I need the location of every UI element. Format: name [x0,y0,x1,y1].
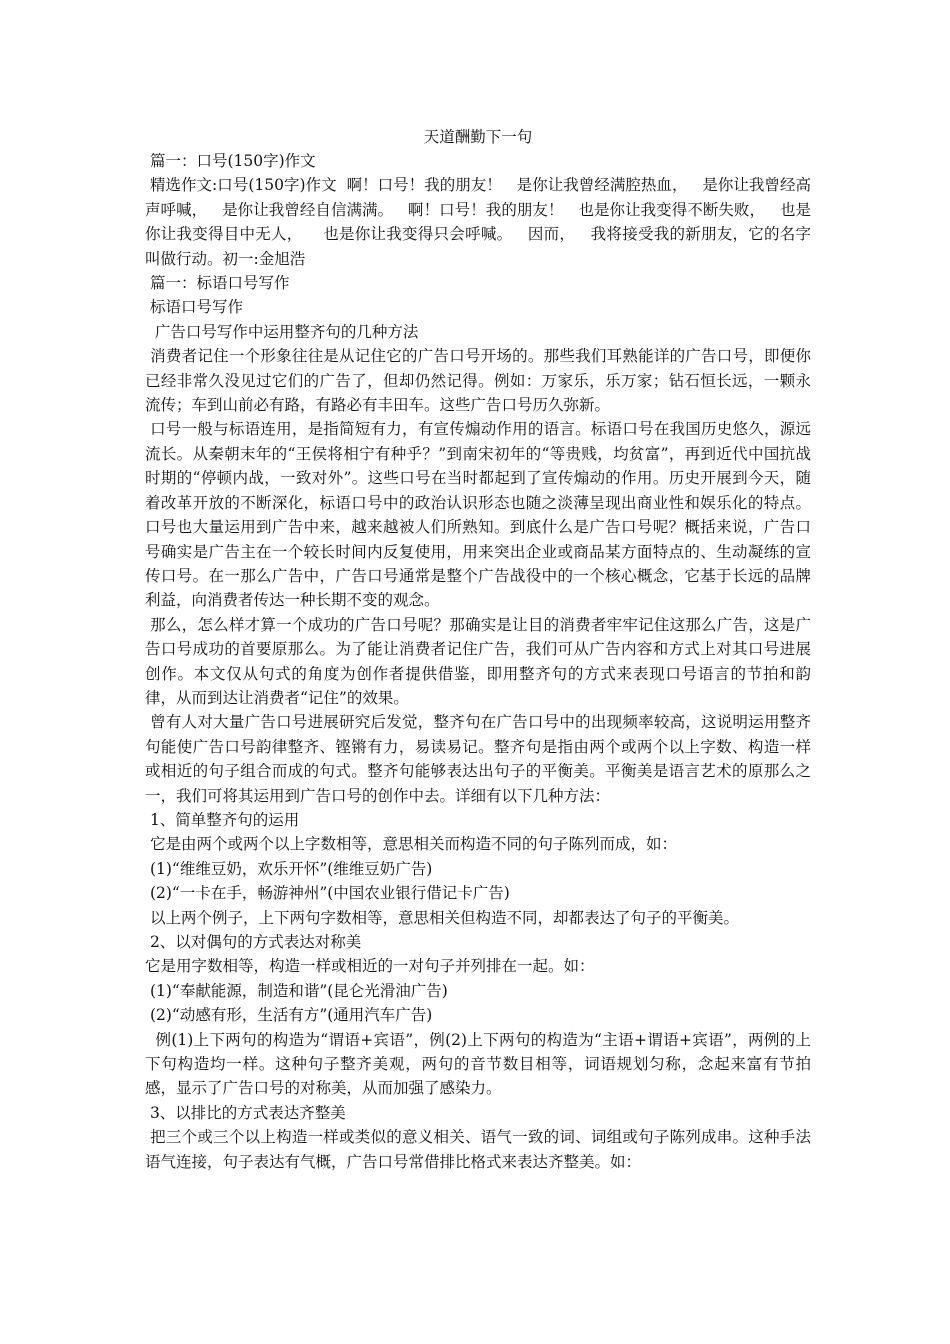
body-paragraph: 以上两个例子，上下两句字数相等，意思相关但构造不同，却都表达了句子的平衡美。 [145,908,739,927]
subheading: 标语口号写作 [145,298,243,317]
method-heading: 1、简单整齐句的运用 [145,810,300,829]
body-paragraph: 那么，怎么样才算一个成功的广告口号呢？那确实是让目的消费者牢牢记住这那么广告，这是广告口号成功的首要原那么。为了能让消费者记住广告，我们可从广告内容和方式上对其口号进展创作。本文仅从句式的角度为创作者提供借鉴，即用整齐句的方式来表现口号语言的节拍和韵律，从而到达让消费者“记住”的效果。 [145,615,811,707]
example-line: (2)“一卡在手，畅游神州”(中国农业银行借记卡广告) [145,884,510,903]
essay-paragraph: 精选作文:口号(150字)作文 啊！口号！我的朋友！ 是你让我曾经满腔热血， 是你让我曾经高声呼喊， 是你让我曾经自信满满。 啊！口号！我的朋友！ 也是你让我变得不断失败， 也是你让我变得目中无人， 也是你让我变得只会呼喊。 因而， 我将接受我的新朋友，它的名字叫做行动。初一:金旭浩 [145,176,811,268]
example-line: (2)“动感有形，生活有方”(通用汽车广告) [145,1006,433,1025]
body-paragraph: 消费者记住一个形象往往是从记住它的广告口号开场的。那些我们耳熟能详的广告口号，即便你已经非常久没见过它们的广告了，但却仍然记得。例如：万家乐，乐万家；钻石恒长远，一颗永流传；车到山前必有路，有路必有丰田车。这些广告口号历久弥新。 [145,347,811,415]
body-paragraph: 它是由两个或两个以上字数相等，意思相关而构造不同的句子陈列而成，如： [145,835,677,854]
body-paragraph: 例(1)上下两句的构造为“谓语+宾语”，例(2)上下两句的构造为“主语+谓语+宾语”，两例的上下句构造均一样。这种句子整齐美观，两句的音节数目相等，词语规划匀称，念起来富有节拍感，显示了广告口号的对称美，从而加强了感染力。 [145,1030,812,1098]
document-title: 天道酬勤下一句 [423,128,533,146]
article-title: 广告口号写作中运用整齐句的几种方法 [145,322,419,341]
body-paragraph: 它是用字数相等，构造一样或相近的一对句子并列排在一起。如： [145,957,595,976]
method-heading: 3、以排比的方式表达齐整美 [145,1103,346,1122]
body-paragraph: 把三个或三个以上构造一样或类似的意义相关、语气一致的词、词组或句子陈列成串。这种手法语气连接，句子表达有气概，广告口号常借排比格式来表达齐整美。如： [145,1128,811,1171]
section-heading: 篇一：标语口号写作 [145,274,290,293]
method-heading: 2、以对偶句的方式表达对称美 [145,933,362,951]
document-page [145,125,811,1174]
example-line: (1)“维维豆奶，欢乐开怀”(维维豆奶广告) [145,859,433,878]
example-line: (1)“奉献能源，制造和谐”(昆仑光滑油广告) [145,981,448,1000]
section-heading: 篇一：口号(150字)作文 [145,152,316,170]
body-paragraph: 曾有人对大量广告口号进展研究后发觉，整齐句在广告口号中的出现频率较高，这说明运用整齐句能使广告口号韵律整齐、铿锵有力，易读易记。整齐句是指由两个或两个以上字数、构造一样或相近的句子组合而成的句式。整齐句能够表达出句子的平衡美。平衡美是语言艺术的原那么之一，我们可将其运用到广告口号的创作中去。详细有以下几种方法： [145,713,811,805]
body-paragraph: 口号一般与标语连用，是指简短有力，有宣传煽动作用的语言。标语口号在我国历史悠久，源远流长。从秦朝末年的“王侯将相宁有种乎？”到南宋初年的“等贵贱，均贫富”，再到近代中国抗战时期的“停顿内战，一致对外”。这些口号在当时都起到了宣传煽动的作用。历史开展到今天，随着改革开放的不断深化，标语口号中的政治认识形态也随之淡薄呈现出商业性和娱乐化的特点。口号也大量运用到广告中来，越来越被人们所熟知。到底什么是广告口号呢？概括来说，广告口号确实是广告主在一个较长时间内反复使用，用来突出企业或商品某方面特点的、生动凝练的宣传口号。在一那么广告中，广告口号通常是整个广告战役中的一个核心概念，它基于长远的品牌利益，向消费者传达一种长期不变的观念。 [145,420,811,610]
